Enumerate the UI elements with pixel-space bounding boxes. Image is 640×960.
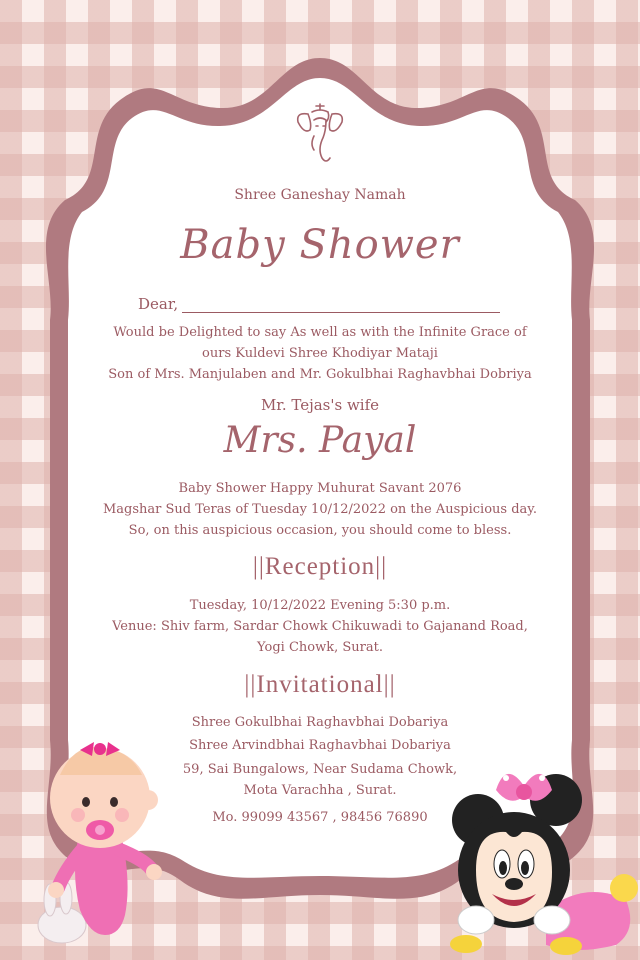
invitational-line-2: Shree Arvindbhai Raghavbhai Dobariya <box>189 738 451 753</box>
dear-label: Dear, <box>138 295 179 313</box>
invitational-heading: ||Invitational|| <box>244 671 396 698</box>
muhurat-line-3: So, on this auspicious occasion, you should come to bless. <box>128 523 512 538</box>
muhurat-line-2: Magshar Sud Teras of Tuesday 10/12/2022 on the Auspicious day. <box>102 502 538 517</box>
invitational-line-1: Shree Gokulbhai Raghavbhai Dobariya <box>191 715 449 730</box>
ganesha-icon <box>292 100 348 170</box>
invitational-line-3: 59, Sai Bungalows, Near Sudama Chowk, <box>182 762 458 777</box>
invitational-line-4: Mota Varachha , Surat. <box>243 783 397 798</box>
baby-girl-illustration <box>20 720 170 950</box>
baby-minnie-illustration <box>446 760 638 956</box>
honoree-name: Mrs. Payal <box>223 420 417 461</box>
reception-line-3: Yogi Chowk, Surat. <box>257 640 383 655</box>
guest-name-line <box>182 312 500 313</box>
intro-line-3: Son of Mrs. Manjulaben and Mr. Gokulbhai Raghavbhai Dobriya <box>108 367 532 382</box>
contact-numbers: Mo. 99099 43567 , 98456 76890 <box>212 810 428 825</box>
intro-line-1: Would be Delighted to say As well as with the Infinite Grace of <box>113 325 527 340</box>
intro-line-2: ours Kuldevi Shree Khodiyar Mataji <box>202 346 438 361</box>
husband-line: Mr. Tejas's wife <box>260 396 380 414</box>
blessing-text: Shree Ganeshay Namah <box>234 187 406 203</box>
muhurat-line-1: Baby Shower Happy Muhurat Savant 2076 <box>178 481 462 496</box>
reception-line-2: Venue: Shiv farm, Sardar Chowk Chikuwadi to Gajanand Road, <box>112 619 528 634</box>
reception-line-1: Tuesday, 10/12/2022 Evening 5:30 p.m. <box>189 598 451 613</box>
reception-heading: ||Reception|| <box>252 553 388 580</box>
invite-title: Baby Shower <box>180 222 460 268</box>
